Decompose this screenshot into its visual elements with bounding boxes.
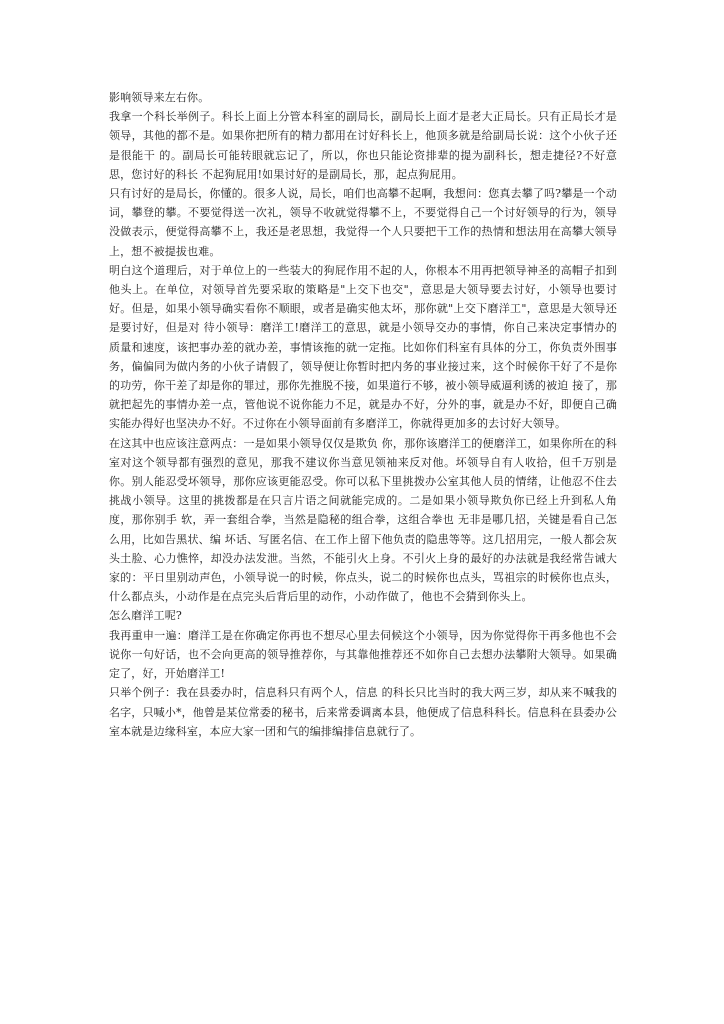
- paragraph-2: 我拿一个科长举例子。科长上面上分管本科室的副局长，副局长上面才是老大正局长。只有正局长才是领导，其他的都不是。如果你把所有的精力都用在讨好科长上，他顶多就是给副局长说：这个小伙子还是很能干 的。副局长可能转眼就忘记了，所以，你也只能论资排辈的提为副科长，想走捷径?不好意思，您讨好的科长 不起狗屁用!如果讨好的是副局长，那，起点狗屁用。: [109, 110, 617, 181]
- paragraph-8: 只举个例子：我在县委办时，信息科只有两个人，信息 的科长只比当时的我大两三岁，却从来不喊我的名字，只喊小*，他曾是某位常委的秘书，后来常委调离本县，他便成了信息科科长。信息科在县委办公室本就是边缘科室，本应大家一团和气的编排编排信息就行了。: [109, 686, 617, 738]
- paragraph-1: 影响领导来左右你。: [109, 91, 210, 104]
- paragraph-4: 明白这个道理后，对于单位上的一些装大的狗屁作用不起的人，你根本不用再把领导神圣的高帽子扣到他头上。在单位，对领导首先要采取的策略是"上交下也交"，意思是大领导要去讨好，小领导也要讨好。但是，如果小领导确实看你不顺眼，或者是确实他太坏，那你就"上交下磨洋工"，意思是大领导还是要讨好，但是对 待小领导：磨洋工!磨洋工的意思，就是小领导交办的事情，你自己来决定事情办的质量和速度，该把事办差的就办差，事情该拖的就一定拖。比如你们科室有具体的分工，你负责外围事务，偏偏同为做内务的小伙子请假了，领导便让你暂时把内务的事业接过来，这个时候你干好了不是你的功劳，你干差了却是你的罪过，那你先推脱不接，如果道行不够，被小领导威逼利诱的被迫 接了，那就把起先的事情办差一点，管他说不说你能力不足，就是办不好，分外的事，就是办不好，即便自己确实能办得好也坚决办不好。不过你在小领导面前有多磨洋工，你就得更加多的去讨好大领导。: [109, 263, 617, 431]
- document-page: [109, 88, 617, 741]
- paragraph-5: 在这其中也应该注意两点：一是如果小领导仅仅是欺负 你，那你该磨洋工的便磨洋工，如果你所在的科室对这个领导都有强烈的意见，那我不建议你当意见领袖来反对他。坏领导自有人收拾，但千万别是你。别人能忍受坏领导，那你应该更能忍受。你可以私下里挑拨办公室其他人员的情绪，让他忍不住去挑战小领导。这里的挑拨都是在只言片语之间就能完成的。二是如果小领导欺负你已经上升到私人角度，那你别手 软，弄一套组合拳，当然是隐秘的组合拳，这组合拳也 无非是哪几招，关键是看自己怎么用，比如告黑状、编 坏话、写匿名信、在工作上留下他负责的隐患等等。这几招用完，一般人都会灰头土脸、心力憔悴，却没办法发泄。当然，不能引火上身。不引火上身的最好的办法就是我经常告诫大家的：平日里别动声色，小领导说一的时候，你点头，说二的时候你也点头，骂祖宗的时候你也点头，什么都点头，小动作是在点完头后背后里的动作，小动作做了，他也不会猜到你头上。: [109, 436, 617, 604]
- paragraph-3: 只有讨好的是局长，你懂的。很多人说，局长，咱们也高攀不起啊，我想问：您真去攀了吗?攀是一个动词，攀登的攀。不要觉得送一次礼，领导不收就觉得攀不上，不要觉得自己一个讨好领导的行为，领导没做表示，便觉得高攀不上，我还是老思想，我觉得一个人只要把干工作的热情和想法用在高攀大领导上，想不被提拔也难。: [109, 187, 617, 258]
- paragraph-6: 怎么磨洋工呢?: [109, 609, 182, 623]
- paragraph-7: 我再重申一遍：磨洋工是在你确定你再也不想尽心里去伺候这个小领导，因为你觉得你干再多他也不会说你一句好话，也不会向更高的领导推荐你，与其靠他推荐还不如你自己去想办法攀附大领导。如果确定了，好，开始磨洋工!: [109, 628, 617, 681]
